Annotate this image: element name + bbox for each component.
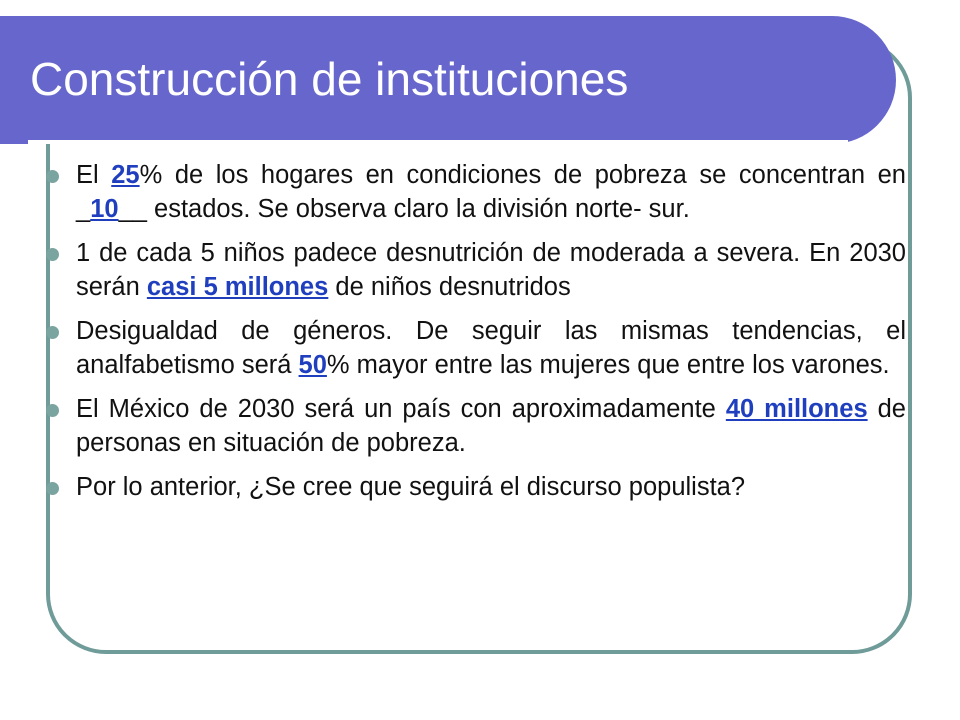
bullet-item bbox=[46, 470, 906, 504]
bullet-item bbox=[46, 392, 906, 460]
bullet-list bbox=[46, 158, 906, 514]
bullet-text: 1 de cada 5 niños padece desnutrición de moderada a severa. En 2030 serán bbox=[76, 239, 906, 301]
fill-in-answer: casi 5 millones bbox=[146, 273, 329, 301]
bullet-dot-icon bbox=[46, 404, 59, 417]
bullet-dot-icon bbox=[46, 248, 59, 261]
bullet-dot-icon bbox=[46, 482, 59, 495]
bullet-text: __ estados. Se observa claro la división norte- sur. bbox=[118, 195, 690, 223]
bullet-dot-icon bbox=[46, 170, 59, 183]
fill-in-answer: 10 bbox=[90, 195, 119, 223]
bullet-item bbox=[46, 158, 906, 226]
slide-title: Construcción de instituciones bbox=[30, 53, 629, 105]
title-underline bbox=[28, 140, 848, 144]
title-bar bbox=[0, 16, 896, 144]
bullet-text: Por lo anterior, ¿Se cree que seguirá el discurso populista? bbox=[76, 473, 746, 501]
bullet-text: Desigualdad de géneros. De seguir las mismas tendencias, el analfabetismo será bbox=[76, 317, 906, 379]
bullet-text: % de los hogares en condiciones de pobreza se concentran en _ bbox=[76, 161, 906, 223]
bullet-text: de niños desnutridos bbox=[328, 273, 571, 301]
bullet-dot-icon bbox=[46, 326, 59, 339]
bullet-text: El bbox=[76, 161, 112, 189]
bullet-item bbox=[46, 314, 906, 382]
fill-in-answer: 50 bbox=[298, 351, 327, 379]
bullet-text: % mayor entre las mujeres que entre los varones. bbox=[326, 351, 890, 379]
bullet-text: de personas en situación de pobreza. bbox=[76, 395, 906, 457]
fill-in-answer: 40 millones bbox=[725, 395, 868, 423]
bullet-text: El México de 2030 será un país con aproximadamente bbox=[76, 395, 726, 423]
fill-in-answer: 25 bbox=[111, 161, 140, 189]
bullet-item bbox=[46, 236, 906, 304]
